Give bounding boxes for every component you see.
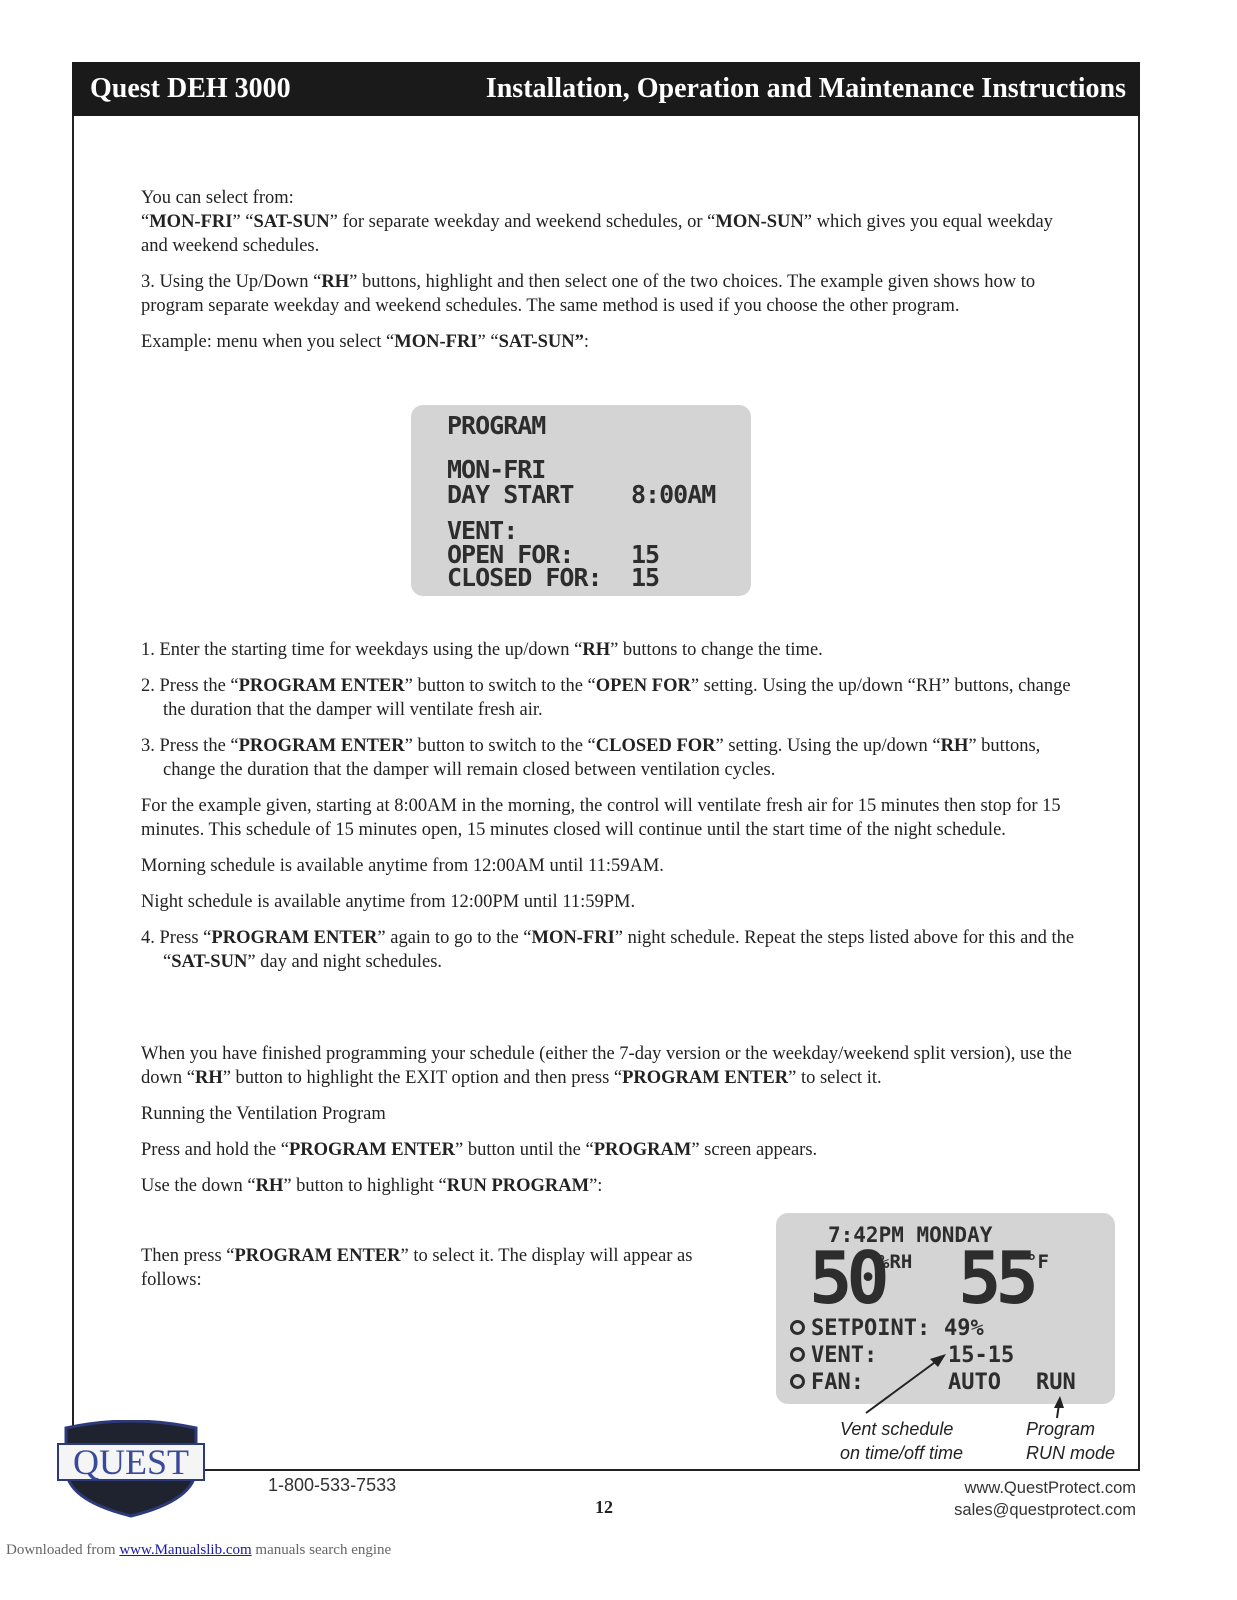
lcd-vent-row: VENT: <box>790 1343 877 1368</box>
run-arrow-head-icon <box>1054 1396 1064 1408</box>
footer-contact <box>954 1477 1136 1521</box>
document-title: Installation, Operation and Maintenance Instructions <box>485 73 1126 104</box>
logo-text: QUEST <box>73 1442 189 1482</box>
paragraph: For the example given, starting at 8:00AM in the morning, the control will ventilate fresh air for 15 minutes then stop for 15 minutes. This schedule of 15 minutes open, 15 minutes closed will continue until the start time of the night schedule. <box>141 796 1061 840</box>
paragraph: 3. Using the Up/Down “RH” buttons, highlight and then select one of the two choices. The example given shows how to program separate weekday and weekend schedules. The same method is used if you choose the other program. <box>141 272 1036 316</box>
lcd-vent-value: 15-15 <box>948 1343 1015 1368</box>
lcd-temperature-unit: °F <box>1026 1251 1049 1273</box>
lcd-fan-row: FAN: <box>790 1370 864 1395</box>
paragraph: Then press “PROGRAM ENTER” to select it. The display will appear as follows: <box>141 1246 693 1290</box>
quest-logo <box>56 1420 206 1520</box>
lcd-humidity: 50 <box>809 1236 884 1320</box>
paragraph: Night schedule is available anytime from 12:00PM until 11:59PM. <box>141 892 636 912</box>
lcd-open-for-label: OPEN FOR: <box>447 540 574 569</box>
lcd-days: MON-FRI <box>447 455 546 484</box>
footer-rule <box>200 1469 1140 1471</box>
vent-arrow-line <box>866 1360 938 1413</box>
lcd-mode-value: RUN <box>1036 1370 1076 1395</box>
paragraph: “MON-FRI” “SAT-SUN” for separate weekday and weekend schedules, or “MON-SUN” which gives you equal weekday and weekend schedules. <box>141 212 1053 256</box>
list-item: 3. Press the “PROGRAM ENTER” button to switch to the “CLOSED FOR” setting. Using the up/down “RH” buttons, change the duration that the damper will remain closed between ventilation cycles. <box>141 736 1041 780</box>
paragraph: Press and hold the “PROGRAM ENTER” button until the “PROGRAM” screen appears. <box>141 1140 818 1160</box>
manualslib-link[interactable]: www.Manualslib.com <box>119 1542 252 1558</box>
lcd-setpoint-row: SETPOINT: <box>790 1316 930 1341</box>
list-item: 4. Press “PROGRAM ENTER” again to go to the “MON-FRI” night schedule. Repeat the steps listed above for this and the “SAT-SUN” day and night schedules. <box>141 928 1075 972</box>
paragraph: When you have finished programming your schedule (either the 7-day version or the weekday/weekend split version), use the down “RH” button to highlight the EXIT option and then press “PROGRAM ENTER” to select it. <box>141 1044 1072 1088</box>
paragraph: You can select from: <box>141 188 294 208</box>
lcd-closed-for-value: 15 <box>631 563 660 592</box>
list-item: 2. Press the “PROGRAM ENTER” button to switch to the “OPEN FOR” setting. Using the up/down “RH” buttons, change the duration that the damper will ventilate fresh air. <box>141 676 1071 720</box>
paragraph: Use the down “RH” button to highlight “RUN PROGRAM”: <box>141 1176 603 1196</box>
caption-vent-schedule: Vent schedule on time/off time <box>840 1419 964 1463</box>
lcd-fan-value: AUTO <box>948 1370 1001 1395</box>
paragraph: Example: menu when you select “MON-FRI” “SAT-SUN”: <box>141 332 590 352</box>
lcd-temperature: 55 <box>958 1236 1033 1320</box>
lcd-closed-for-label: CLOSED FOR: <box>447 563 602 592</box>
lcd-clock: 7:42PM MONDAY <box>828 1223 993 1247</box>
lcd-humidity-unit: %RH <box>878 1251 913 1273</box>
page-number: 12 <box>595 1497 613 1517</box>
lcd-vent-label: VENT: <box>447 516 518 545</box>
download-notice: Downloaded from www.Manualslib.com manuals search engine <box>6 1542 392 1558</box>
lcd-open-for-value: 15 <box>631 540 660 569</box>
caption-run-mode: Program RUN mode <box>1026 1419 1116 1463</box>
website-link[interactable]: www.QuestProtect.com <box>964 1479 1136 1497</box>
paragraph: Morning schedule is available anytime from 12:00AM until 11:59AM. <box>141 856 664 876</box>
phone-number: 1-800-533-7533 <box>268 1475 397 1495</box>
lcd-day-start-label: DAY START <box>447 480 574 509</box>
model-name: Quest DEH 3000 <box>90 73 291 104</box>
section-heading: Running the Ventilation Program <box>141 1104 386 1124</box>
lcd-setpoint-value: 49% <box>944 1316 984 1341</box>
email-link[interactable]: sales@questprotect.com <box>954 1501 1136 1519</box>
lcd-title: PROGRAM <box>447 411 546 440</box>
lcd-day-start-value: 8:00AM <box>631 480 716 509</box>
list-item: 1. Enter the starting time for weekdays using the up/down “RH” buttons to change the time. <box>141 640 823 660</box>
